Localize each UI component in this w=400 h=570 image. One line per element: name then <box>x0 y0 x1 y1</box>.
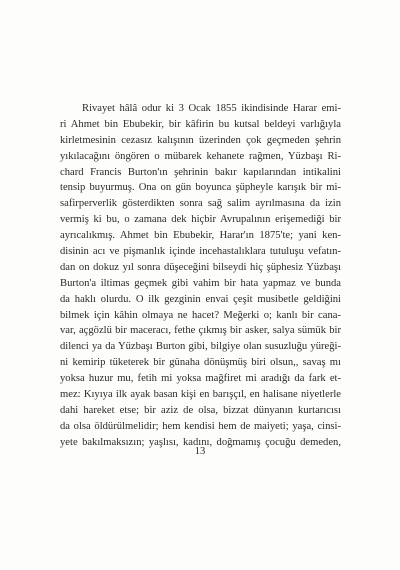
text-line: ayrıcalıkmış. Ahmet bin Ebubekir, Harar'ın 1875'te; yani ken- <box>60 230 341 242</box>
text-line: ni kemirip tüketerek bir günaha dönüşmüş biri olsun,, savaş mı <box>60 357 341 369</box>
text-line: kirletmesinin cezasız kalışının üzerinden çok geçmeden şehrin <box>60 134 341 146</box>
text-line: tensip buyurmuş. Ona on gün boyunca şüpheyle karışık bir mi- <box>60 182 341 194</box>
text-line: Rivayet hâlâ odur ki 3 Ocak 1855 ikindisinde Harar emi- <box>82 103 341 114</box>
text-line: safirperverlik gösterdikten sonra sağ salim ayrılmasına da izin <box>60 198 341 210</box>
text-line: Burton'a iltimas geçmek gibi vahim bir hata yapmaz ve bunda <box>60 277 341 289</box>
text-line: da haklı olurdu. O ilk gezginin envai çeşit musibetle geldiğini <box>60 293 341 305</box>
text-line: yıkılacağını öngören o mübarek kehanete rağmen, Yüzbaşı Ri- <box>60 150 341 162</box>
text-line: dilenci ya da Yüzbaşı Burton gibi, bilgiye olan susuzluğu yüreği- <box>60 341 341 353</box>
text-line: disinin acı ve pişmanlık içinde incehastalıklara tutuluşu vefatın- <box>60 246 341 258</box>
text-line: vermiş ki bu, o zamana dek hiçbir Avrupalının erişemediği bir <box>60 214 341 226</box>
text-line: chard Francis Burton'ın şehrinin bakır kapılarından intikalini <box>60 166 341 178</box>
text-line: ri Ahmet bin Ebubekir, bir kâfirin bu kutsal beldeyi varlığıyla <box>60 118 341 130</box>
text-line: dahi hareket etse; bir aziz de olsa, bizzat dünyanın kurtarıcısı <box>60 404 341 416</box>
text-line: mez: Kıyıya ilk ayak basan kişi en barışçıl, en halisane niyetlerle <box>60 389 341 401</box>
text-line: yoksa huzur mu, fetih mi yoksa mağfiret mi aradığı da fark et- <box>60 373 341 385</box>
text-line: bilmek için kâhin olmaya ne hacet? Meğerki o; kanlı bir cana- <box>60 309 341 321</box>
text-line: yete bakılmaksızın; yaşlısı, kadını, doğmamış çocuğu demeden, <box>60 436 341 448</box>
text-line: dan on dokuz yıl sonra düşeceğini bilseydi hiç şüphesiz Yüzbaşı <box>60 261 341 273</box>
text-line: da olsa öldürülmelidir; hem kendisi hem de maiyeti; yaşa, cinsi- <box>60 420 341 432</box>
text-line: var, açgözlü bir maceracı, fethe çıkmış bir asker, salya sümük bir <box>60 325 341 337</box>
body-paragraph <box>60 101 341 451</box>
page-number: 13 <box>194 446 206 457</box>
